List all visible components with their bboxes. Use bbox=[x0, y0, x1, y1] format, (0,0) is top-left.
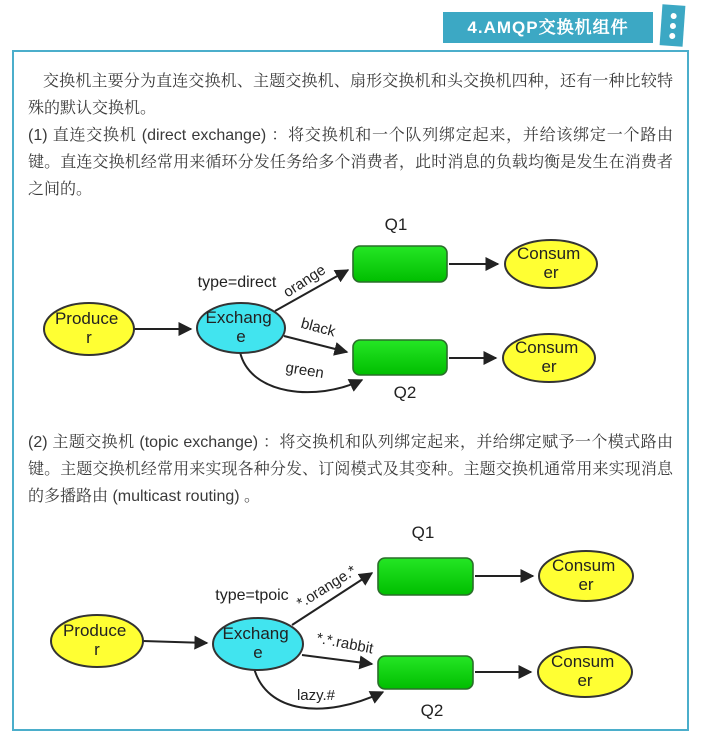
queue1-node bbox=[378, 558, 473, 595]
routing-key-rabbit: *.*.rabbit bbox=[314, 629, 375, 658]
routing-key-orange-star: *.orange.* bbox=[293, 562, 360, 613]
routing-key-lazy: lazy.# bbox=[296, 687, 336, 704]
dot-icon bbox=[669, 22, 675, 28]
routing-key-green: green bbox=[284, 359, 325, 382]
paragraph-direct-exchange: (1) 直连交换机 (direct exchange) ：将交换机和一个队列绑定起来，并给该绑定一个路由键。直连交换机经常用来循环分发任务给多个消费者，此时消息的负载均衡是发生在消费者之间的。 bbox=[28, 127, 673, 198]
exchange-label: Exchang e bbox=[205, 308, 272, 346]
arrow-producer-exchange bbox=[143, 641, 207, 643]
section-tab[interactable] bbox=[443, 12, 653, 43]
arrow-key-rabbit bbox=[302, 655, 372, 664]
arrow-key-black bbox=[284, 336, 347, 352]
queue2-node bbox=[353, 340, 447, 375]
queue2-title: Q2 bbox=[420, 701, 444, 720]
content-panel bbox=[12, 50, 689, 731]
diagram-direct-exchange bbox=[28, 203, 675, 415]
exchange-type-label: type=tpoic bbox=[215, 587, 289, 604]
dot-icon bbox=[669, 32, 675, 38]
queue1-title: Q1 bbox=[411, 523, 435, 542]
queue1-title: Q1 bbox=[384, 215, 408, 234]
consumer1-label: Consum er bbox=[516, 244, 581, 282]
producer-label: Produce r bbox=[62, 621, 127, 659]
paragraph-topic-exchange: (2) 主题交换机 (topic exchange) ：将交换机和队列绑定起来，并给绑定赋予一个模式路由键。主题交换机经常用来实现各种分发、订阅模式及其变种。主题交换机通常用来实现消息的多播路由 (multicast routing) 。 bbox=[28, 434, 673, 505]
routing-key-black: black bbox=[299, 314, 338, 341]
queue2-node bbox=[378, 656, 473, 689]
exchange-type-label: type=direct bbox=[197, 274, 277, 291]
producer-label: Produce r bbox=[54, 309, 119, 347]
diagram-topic-exchange bbox=[28, 510, 675, 731]
routing-key-orange: orange bbox=[280, 261, 329, 302]
consumer1-label: Consum er bbox=[551, 556, 616, 594]
more-menu-icon[interactable] bbox=[660, 4, 686, 47]
consumer2-label: Consum er bbox=[550, 652, 615, 690]
consumer2-label: Consum er bbox=[514, 338, 579, 376]
queue2-title: Q2 bbox=[393, 383, 417, 402]
dot-icon bbox=[670, 12, 676, 18]
section-tab-label: 4.AMQP交换机组件 bbox=[467, 18, 629, 37]
queue1-node bbox=[353, 246, 447, 282]
paragraph-intro: 交换机主要分为直连交换机、主题交换机、扇形交换机和头交换机四种，还有一种比较特殊的默认交换机。 bbox=[28, 73, 673, 117]
exchange-label: Exchang e bbox=[222, 624, 289, 662]
